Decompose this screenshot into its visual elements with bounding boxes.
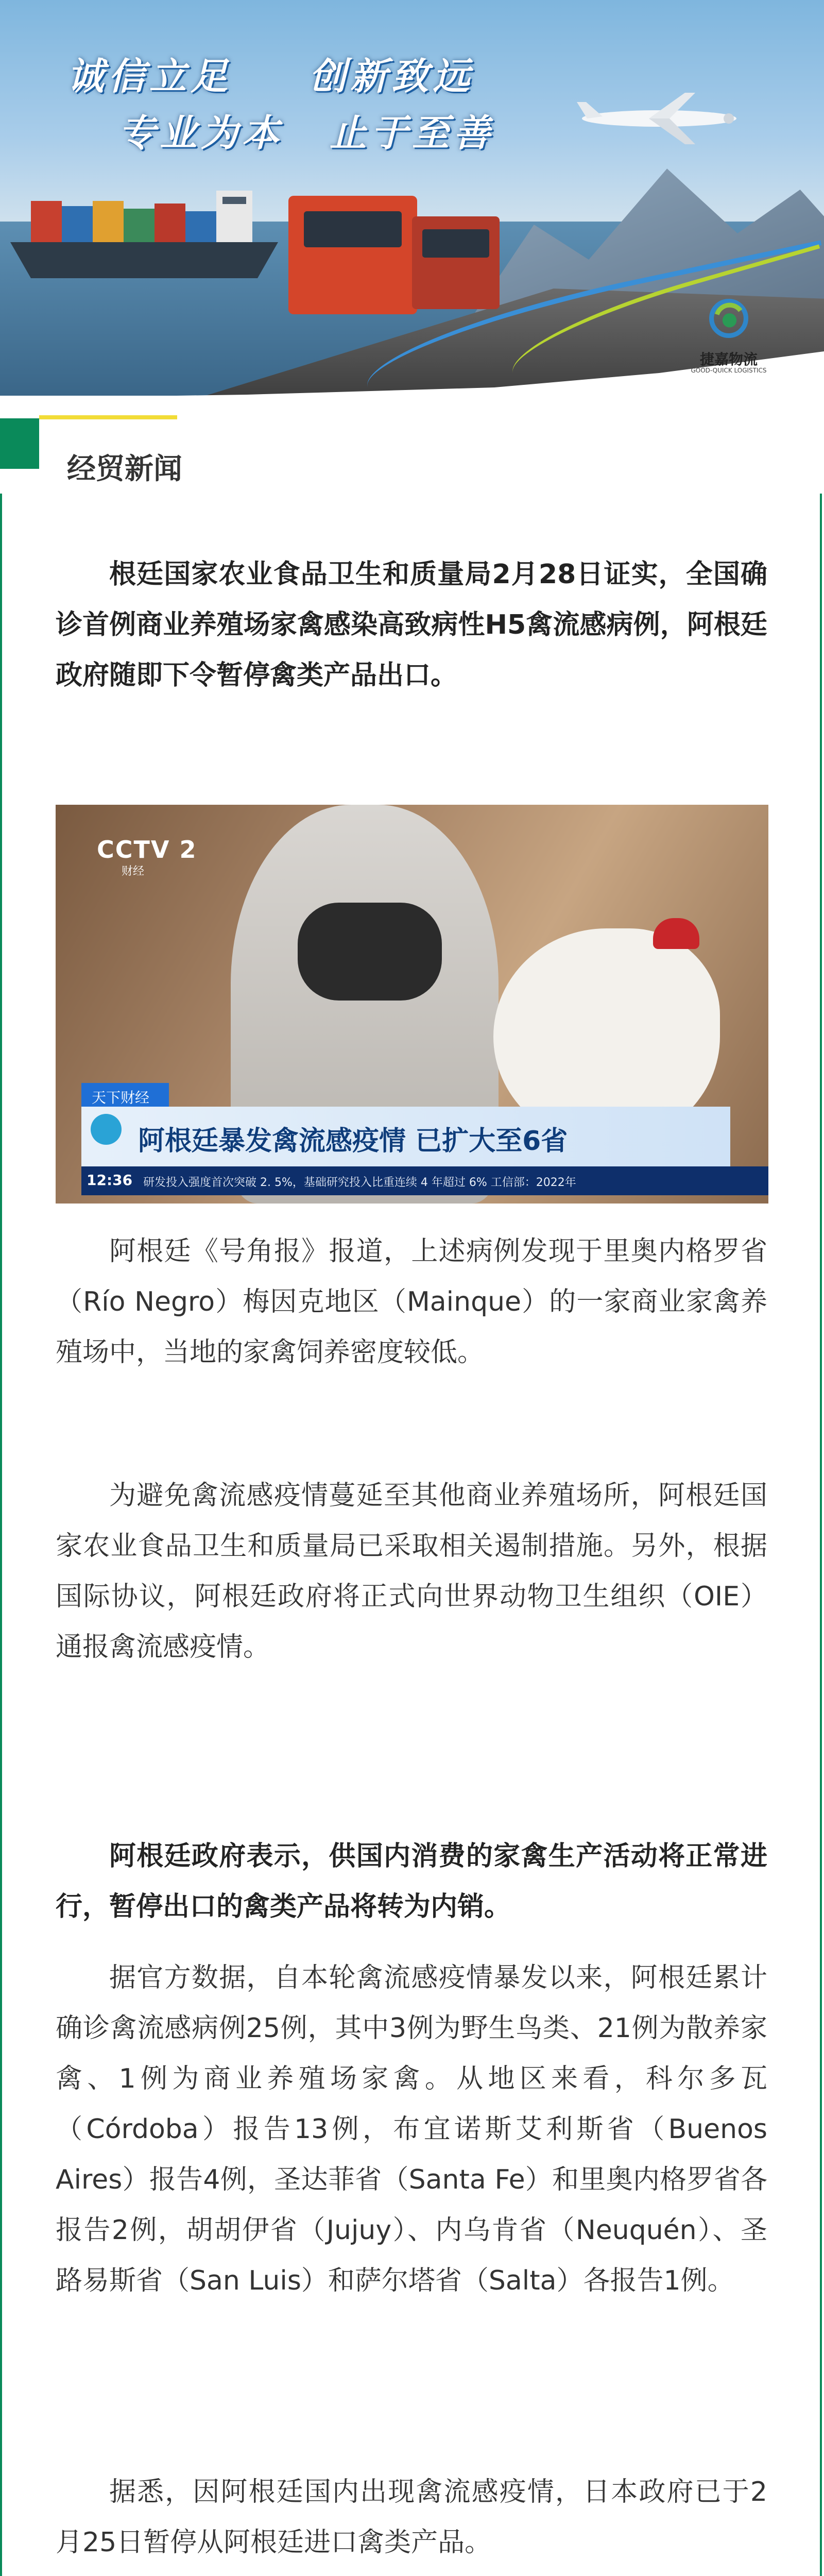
- logo-icon: [709, 294, 748, 343]
- program-icon: [91, 1114, 122, 1145]
- truck-icon: [412, 216, 500, 309]
- article-paragraph: 阿根廷《号角报》报道，上述病例发现于里奥内格罗省（Río Negro）梅因克地区（Mainque）的一家商业家禽养殖场中，当地的家禽饲养密度较低。: [56, 1236, 767, 1368]
- article-paragraph: 据官方数据，自本轮禽流感疫情暴发以来，阿根廷累计确诊禽流感病例25例，其中3例为野生鸟类、21例为散养家禽、1例为商业养殖场家禽。从地区来看，科尔多瓦（Córdoba）报告13例，布宜诺斯艾利斯省（Buenos Aires）报告4例，圣达菲省（Santa Fe）和里奥内格罗省各报告2例，胡胡伊省（Jujuy）、内乌肯省（Neuquén）、圣路易斯省（San Luis）和萨尔塔省（Salta）各报告1例。: [56, 1962, 767, 2296]
- channel-subtitle: 财经: [122, 865, 145, 878]
- news-headline: 阿根廷暴发禽流感疫情 已扩大至6省: [138, 1126, 568, 1157]
- truck-icon: [288, 196, 417, 314]
- banner-logo-name: 捷嘉物流: [699, 351, 758, 368]
- truck-window: [422, 229, 489, 258]
- ticker-text: 研发投入强度首次突破 2. 5%，基础研究投入比重连续 4 年超过 6% 工信部：2022年: [143, 1176, 576, 1189]
- ship-icon: [10, 170, 299, 283]
- banner-slogan: 专业为本: [118, 111, 284, 155]
- banner-logo-en: GOOD-QUICK LOGISTICS: [691, 367, 767, 374]
- channel-logo: CCTV 2: [97, 836, 197, 863]
- article-lead-paragraph: 根廷国家农业食品卫生和质量局2月28日证实，全国确诊首例商业养殖场家禽感染高致病性H5禽流感病例，阿根廷政府随即下令暂停禽类产品出口。: [56, 559, 767, 691]
- article-paragraph: 据悉，因阿根廷国内出现禽流感疫情，日本政府已于2月25日暂停从阿根廷进口禽类产品。: [56, 2477, 767, 2558]
- article-paragraph: 为避免禽流感疫情蔓延至其他商业养殖场所，阿根廷国家农业食品卫生和质量局已采取相关遏制措施。另外，根据国际协议，阿根廷政府将正式向世界动物卫生组织（OIE）通报禽流感疫情。: [56, 1480, 767, 1663]
- program-tag: 天下财经: [92, 1089, 150, 1106]
- ticker-time: 12:36: [87, 1172, 133, 1189]
- header-banner: [0, 0, 824, 396]
- news-image: [56, 805, 768, 1204]
- article-border: [0, 494, 2, 2576]
- banner-slogan: 创新致远: [309, 54, 474, 98]
- article-border: [820, 494, 822, 2576]
- banner-slogan: 止于至善: [330, 111, 495, 155]
- plane-icon: [572, 88, 742, 149]
- news-image-comb: [653, 918, 699, 949]
- news-image-mask: [298, 903, 442, 1001]
- truck-window: [304, 211, 402, 247]
- article-paragraph: 阿根廷政府表示，供国内消费的家禽生产活动将正常进行，暂停出口的禽类产品将转为内销。: [56, 1841, 767, 1922]
- section-title: 经贸新闻: [67, 452, 182, 486]
- section-marker: [0, 418, 39, 469]
- banner-logo: [690, 294, 767, 376]
- banner-slogan: 诚信立足: [67, 54, 232, 98]
- section-accent-bar: [39, 415, 177, 419]
